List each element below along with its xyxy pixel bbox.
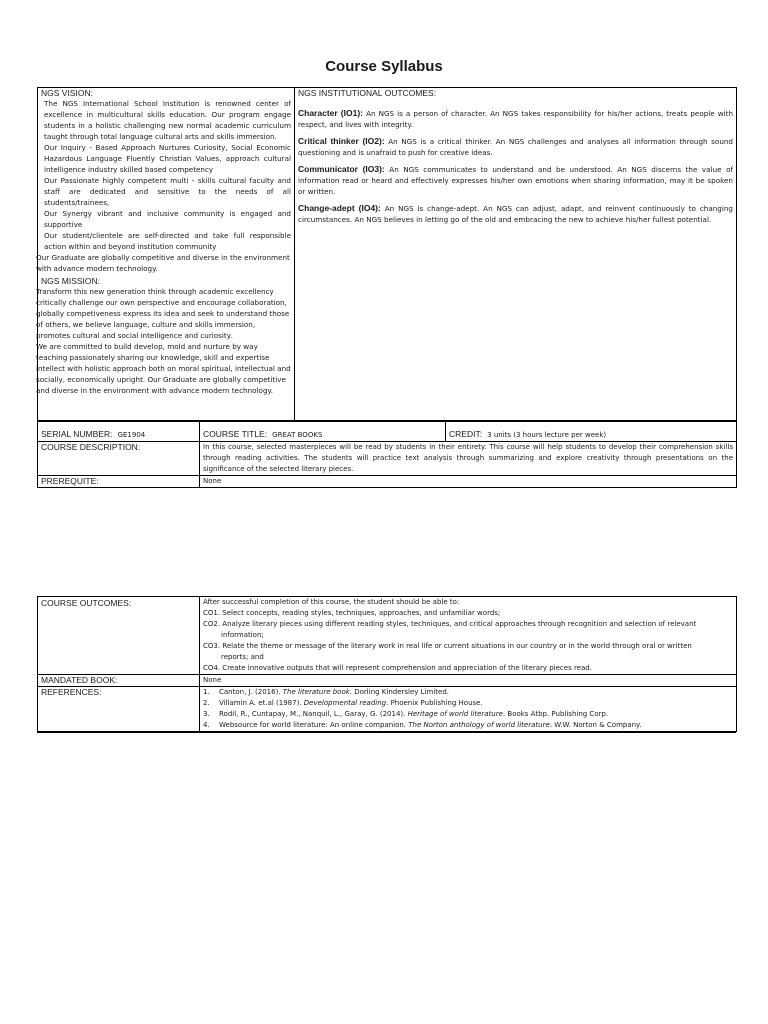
reference-item [203, 698, 733, 709]
serial-value: GE1904 [117, 431, 146, 439]
vision-paragraph: The NGS International School Institution is renowned center of excellence in multicultural skills education. Our program engage students in a holistic challenging new normal academic curriculum taught through total language cultural arts and skills immersion. [44, 99, 291, 141]
prerequisite-value: None [203, 477, 222, 485]
credit-cell [446, 422, 737, 442]
outcome-term: Change-adept (IO4): [298, 203, 381, 213]
description-value-cell [200, 442, 737, 476]
institutional-outcomes-cell [295, 88, 737, 421]
course-title-cell [200, 422, 446, 442]
reference-publisher: . Dorling Kindersley Limited. [349, 688, 449, 696]
mission-paragraph: We are committed to build develop, mold and nurture by way teaching passionately sharing our knowledge, skill and expertise intellect with holistic approach both on moral spiritual, intellectual and socially, economically upright. Our Graduate are globally competitive and diverse in the environment with advance modern technology. [36, 342, 291, 395]
outcome-term: Communicator (IO3): [298, 164, 385, 174]
mission-heading: NGS MISSION: [41, 276, 101, 286]
mandated-book-label-cell [38, 675, 200, 687]
description-label: COURSE DESCRIPTION: [41, 442, 141, 452]
prerequisite-value-cell [200, 476, 737, 488]
course-outcomes-intro: After successful completion of this course, the student should be able to: [203, 598, 460, 606]
reference-title: The literature book [282, 688, 350, 696]
reference-number: 3. [203, 710, 210, 718]
outcome-text: An NGS is a person of character. An NGS takes responsibility for his/her actions, treats people with respect, and lives with integrity. [298, 109, 733, 129]
vision-paragraph: Our Synergy vibrant and inclusive community is engaged and supportive [44, 209, 291, 229]
reference-title: Developmental reading [303, 699, 387, 707]
serial-label: SERIAL NUMBER: [41, 429, 113, 439]
course-outcome-item-cont: reports; and [221, 653, 264, 661]
reference-item [203, 687, 733, 698]
outcome-io2 [298, 136, 733, 158]
course-outcome-item: CO3. Relate the theme or message of the literary work in real life or current situations in our country or in the world through oral or written [203, 642, 692, 650]
description-value: In this course, selected masterpieces will be read by students in their entirety. This course will help students to develop their comprehension skills through reading activities. The students will practice text analysis through summarizing and explore creativity through presentations on the significance of the selected literary pieces. [203, 443, 733, 473]
vision-paragraph: Our Passionate highly competent multi - skills cultural faculty and staff are dedicated and sensitive to the needs of all students/trainees, [44, 176, 291, 207]
prerequisite-label: PREREQUITE: [41, 476, 99, 486]
outcome-text: An NGS communicates to understand and be understood. An NGS discerns the value of information read or heard and effectively expresses his/her own emotions when sharing information, may it be spoken or written. [298, 165, 733, 196]
vision-heading: NGS VISION: [41, 88, 93, 98]
mandated-book-value-cell [200, 675, 737, 687]
reference-item [203, 720, 733, 731]
reference-number: 2. [203, 699, 210, 707]
reference-publisher: . Books Atbp. Publishing Corp. [502, 710, 609, 718]
course-outcomes-label-cell [38, 597, 200, 675]
course-info-table [37, 421, 737, 488]
references-cell [200, 687, 737, 732]
outcome-term: Character (IO1): [298, 108, 364, 118]
outcome-text: An NGS is change-adept. An NGS can adjust, adapt, and reinvent continuously to changing circumstances. An NGS believes in letting go of the old and embracing the new to achieve his/her fullest potential. [298, 204, 733, 224]
vision-graduate: Our Graduate are globally competitive and diverse in the environment with advance modern technology. [36, 253, 290, 273]
prerequisite-label-cell [38, 476, 200, 488]
reference-item [203, 709, 733, 720]
course-outcomes-cell [200, 597, 737, 675]
outcome-io3 [298, 164, 733, 197]
reference-publisher: . Phoenix Publishing House. [386, 699, 483, 707]
course-title-value: GREAT BOOKS [272, 431, 323, 439]
credit-value: 3 units (3 hours lecture per week) [487, 431, 607, 439]
reference-number: 4. [203, 721, 210, 729]
outcomes-references-table [37, 596, 737, 732]
vision-paragraph: Our student/clientele are self-directed and take full responsible action within and beyond institution community [44, 231, 291, 251]
description-label-cell [38, 442, 200, 476]
bottom-divider [37, 732, 736, 733]
outcome-text: An NGS is a critical thinker. An NGS challenges and analyses all information through sound questioning and is unafraid to push for creative ideas. [298, 137, 733, 157]
reference-author: Rodil, R., Cuntapay, M., Nanquil, L., Garay, G. (2014). [219, 710, 408, 718]
outcome-io4 [298, 203, 733, 225]
reference-author: Canton, J. (2016). [219, 688, 283, 696]
credit-label: CREDIT: [449, 429, 483, 439]
reference-author: Villamin A. et.al (1987). [219, 699, 304, 707]
course-title-label: COURSE TITLE: [203, 429, 268, 439]
references-label-cell [38, 687, 200, 732]
course-outcome-item: CO4. Create innovative outputs that will represent comprehension and appreciation of the literary pieces read. [203, 664, 592, 672]
references-label: REFERENCES: [41, 687, 102, 697]
vision-mission-cell [38, 88, 295, 421]
outcome-io1 [298, 108, 733, 130]
outcome-term: Critical thinker (IO2): [298, 136, 385, 146]
mandated-book-label: MANDATED BOOK: [41, 675, 118, 685]
reference-number: 1. [203, 688, 210, 696]
references-list [203, 687, 733, 731]
vision-paragraph: Our Inquiry - Based Approach Nurtures Curiosity, Social Economic Hazardous Language Fluently Christian Values, approach cultural intelligence industry skilled based competency [44, 143, 291, 174]
course-outcome-item-cont: information; [221, 631, 264, 639]
mission-paragraph: Transform this new generation think through academic excellency critically challenge our own perspective and encourage collaboration, globally competiveness express its idea and seek to understand those of others, we believe language, culture and skills immersion, promotes cultural and social intelligence and curiosity. [36, 287, 290, 340]
serial-cell [38, 422, 200, 442]
mandated-book-value: None [203, 676, 222, 684]
vision-outcomes-table [37, 87, 737, 421]
vision-text [41, 98, 291, 252]
reference-publisher: . W.W. Norton & Company. [549, 721, 642, 729]
course-outcomes-label: COURSE OUTCOMES: [41, 598, 132, 608]
reference-title: Heritage of world literature [407, 710, 503, 718]
course-outcome-item: CO1. Select concepts, reading styles, techniques, approaches, and unfamiliar words; [203, 609, 501, 617]
outcomes-heading: NGS INSTITUTIONAL OUTCOMES: [298, 88, 437, 98]
reference-author: Websource for world literature: An online companion. [219, 721, 409, 729]
course-outcome-item: CO2. Analyze literary pieces using different reading styles, techniques, and critical approaches through recognition and selection of relevant [203, 620, 697, 628]
reference-title: The Norton anthology of world literature [408, 721, 550, 729]
page-title: Course Syllabus [325, 58, 443, 75]
